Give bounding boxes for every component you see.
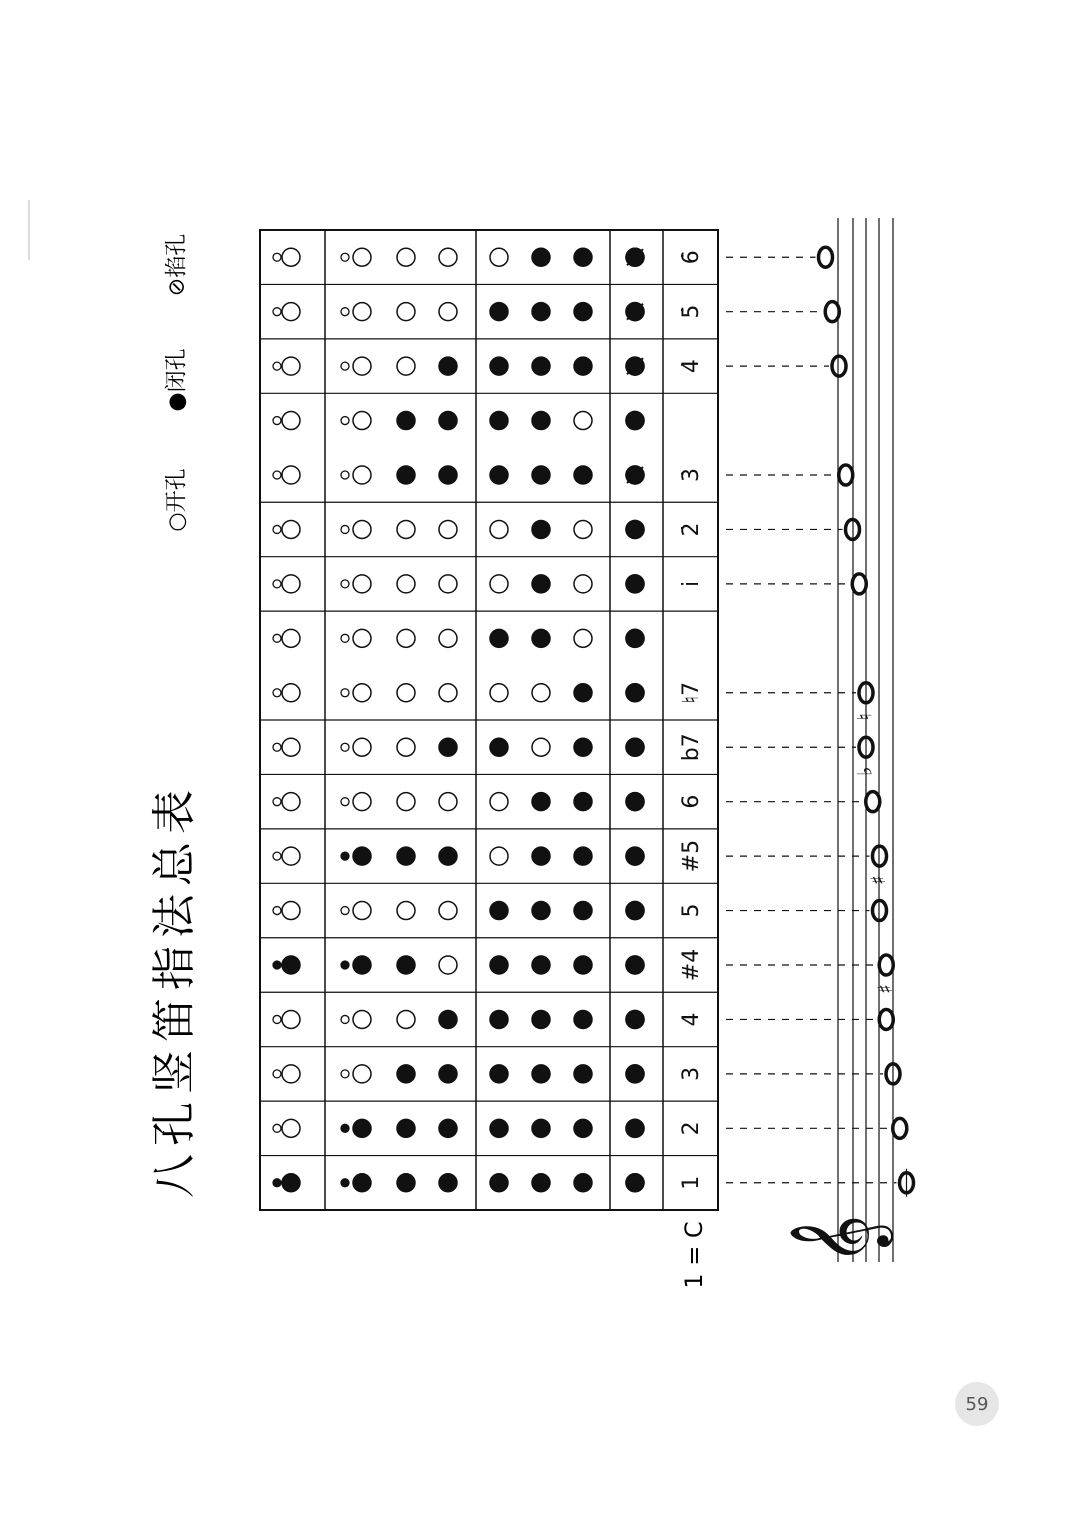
thumb-small-hole-icon [273,417,281,425]
small-hole-icon [341,253,349,261]
open-hole-icon [353,902,371,920]
closed-hole-icon [574,1174,592,1192]
closed-hole-icon [626,466,644,484]
closed-hole-icon [626,575,644,593]
closed-hole-icon [626,1010,644,1028]
closed-hole-icon [490,629,508,647]
thumb-small-hole-icon [273,1179,281,1187]
open-hole-icon [439,629,457,647]
closed-hole-icon [574,738,592,756]
closed-hole-icon [397,956,415,974]
closed-hole-icon [532,847,550,865]
open-hole-icon [397,902,415,920]
closed-hole-icon [490,1010,508,1028]
open-hole-icon [282,902,300,920]
thumb-small-hole-icon [273,907,281,915]
small-hole-icon [341,961,349,969]
closed-hole-icon [397,1119,415,1137]
open-hole-icon [439,248,457,266]
open-hole-icon [397,793,415,811]
closed-hole-icon [626,1119,644,1137]
open-hole-icon [282,738,300,756]
small-hole-icon [341,580,349,588]
natural-icon: ♮ [852,713,877,721]
open-hole-icon [532,738,550,756]
closed-hole-icon [626,902,644,920]
thumb-small-hole-icon [273,689,281,697]
closed-hole-icon [574,902,592,920]
open-hole-icon [282,412,300,430]
open-hole-icon [282,466,300,484]
note-label: #5 [679,839,704,873]
page-title: 八孔竖笛指法总表 [149,782,200,1198]
closed-hole-icon [490,1119,508,1137]
thumb-small-hole-icon [273,1015,281,1023]
open-hole-icon [574,412,592,430]
closed-hole-icon [574,303,592,321]
open-hole-icon [397,520,415,538]
note-label: b7 [679,733,704,762]
closed-hole-icon [439,1010,457,1028]
flat-icon: ♭ [852,766,877,776]
open-hole-icon [353,357,371,375]
open-hole-icon [353,1010,371,1028]
closed-hole-icon [626,412,644,430]
closed-hole-icon [397,1174,415,1192]
whole-note-icon [852,574,866,594]
small-hole-icon [341,907,349,915]
closed-hole-icon [574,1065,592,1083]
closed-hole-icon [532,956,550,974]
open-hole-icon [574,575,592,593]
closed-hole-icon [490,1065,508,1083]
open-hole-icon [397,1010,415,1028]
open-hole-icon [439,520,457,538]
closed-hole-icon [490,956,508,974]
open-hole-icon [282,847,300,865]
closed-hole-icon [353,1174,371,1192]
closed-hole-icon [353,956,371,974]
small-hole-icon [341,852,349,860]
open-hole-icon [282,248,300,266]
sharp-icon: ♯ [872,984,897,994]
open-hole-icon [439,575,457,593]
open-hole-icon [439,956,457,974]
closed-hole-icon [574,1010,592,1028]
small-hole-icon [341,689,349,697]
whole-note-icon [866,792,880,812]
closed-hole-icon [532,793,550,811]
open-hole-icon [353,520,371,538]
open-hole-icon [353,575,371,593]
thumb-small-hole-icon [273,253,281,261]
note-label: 1 [679,1175,704,1190]
open-hole-icon [353,412,371,430]
open-hole-icon [397,629,415,647]
open-hole-icon [282,1010,300,1028]
open-hole-icon [397,575,415,593]
closed-hole-icon [626,956,644,974]
closed-hole-icon [532,466,550,484]
whole-note-icon [879,1009,893,1029]
closed-hole-icon [532,303,550,321]
open-hole-icon [353,629,371,647]
open-hole-icon [282,629,300,647]
small-hole-icon [341,525,349,533]
note-label: 4 [679,1012,704,1027]
closed-hole-icon [282,956,300,974]
thumb-small-hole-icon [273,961,281,969]
thumb-small-hole-icon [273,525,281,533]
closed-hole-icon [532,412,550,430]
closed-hole-icon [282,1174,300,1192]
legend-closed-label: 闭孔 [164,348,190,393]
small-hole-icon [341,417,349,425]
open-hole-icon [397,248,415,266]
small-hole-icon [341,1070,349,1078]
open-hole-icon [353,738,371,756]
closed-hole-icon [439,847,457,865]
closed-hole-icon [626,303,644,321]
note-label: i [679,580,704,587]
closed-hole-icon [532,1010,550,1028]
open-hole-icon [397,357,415,375]
note-label: 3̇ [679,468,704,482]
open-hole-icon [282,303,300,321]
closed-hole-icon [439,1174,457,1192]
open-hole-icon [353,684,371,702]
open-hole-icon [397,738,415,756]
note-label: 5̇ [679,304,704,319]
closed-hole-icon [490,902,508,920]
closed-hole-icon [574,357,592,375]
thumb-small-hole-icon [273,634,281,642]
closed-hole-icon [490,1174,508,1192]
open-hole-icon [353,1065,371,1083]
small-hole-icon [341,1015,349,1023]
closed-hole-icon [397,847,415,865]
open-hole-icon [490,520,508,538]
open-hole-icon [439,303,457,321]
closed-hole-icon [532,1065,550,1083]
small-hole-icon [341,1179,349,1187]
thumb-small-hole-icon [273,308,281,316]
thumb-small-hole-icon [273,743,281,751]
closed-hole-icon [574,956,592,974]
closed-hole-icon [490,412,508,430]
legend-half-label: 掐孔 [164,233,190,278]
note-label: 3 [679,1066,704,1081]
open-hole-icon [490,248,508,266]
whole-note-icon [893,1118,907,1138]
closed-hole-icon [574,793,592,811]
closed-hole-icon [353,847,371,865]
closed-hole-icon [532,575,550,593]
small-hole-icon [341,471,349,479]
closed-hole-icon [397,412,415,430]
small-hole-icon [341,308,349,316]
legend-open-symbol: ○ [164,512,190,532]
note-label: 6̇ [679,250,704,265]
closed-hole-icon [439,1119,457,1137]
small-hole-icon [341,798,349,806]
closed-hole-icon [490,466,508,484]
small-hole-icon [341,634,349,642]
closed-hole-icon [626,793,644,811]
open-hole-icon [397,684,415,702]
thumb-small-hole-icon [273,1124,281,1132]
closed-hole-icon [574,684,592,702]
thumb-small-hole-icon [273,852,281,860]
sharp-icon: ♯ [866,875,890,885]
note-label: 2 [679,1121,704,1136]
note-label: ♮7 [679,681,704,704]
small-hole-icon [341,743,349,751]
thumb-small-hole-icon [273,798,281,806]
closed-hole-icon [626,629,644,647]
closed-hole-icon [626,520,644,538]
open-hole-icon [574,520,592,538]
note-label: #4 [679,948,704,982]
key-signature: 1 = C [680,1221,708,1289]
closed-hole-icon [532,1119,550,1137]
closed-hole-icon [490,357,508,375]
open-hole-icon [532,684,550,702]
closed-hole-icon [532,520,550,538]
open-hole-icon [282,684,300,702]
closed-hole-icon [574,466,592,484]
open-hole-icon [353,793,371,811]
whole-note-icon [879,955,893,975]
closed-hole-icon [626,738,644,756]
thumb-small-hole-icon [273,362,281,370]
legend-half-symbol: ⊘ [164,277,190,297]
open-hole-icon [282,357,300,375]
open-hole-icon [282,1119,300,1137]
note-label: 5 [679,903,704,918]
closed-hole-icon [532,629,550,647]
treble-clef-icon: 𝄞 [789,1214,889,1266]
closed-hole-icon [439,738,457,756]
closed-hole-icon [353,1119,371,1137]
whole-note-icon [825,302,839,322]
closed-hole-icon [490,738,508,756]
open-hole-icon [490,793,508,811]
closed-hole-icon [626,1065,644,1083]
closed-hole-icon [439,357,457,375]
legend-closed-symbol: ● [164,392,190,412]
open-hole-icon [353,466,371,484]
open-hole-icon [397,303,415,321]
open-hole-icon [490,684,508,702]
page-number: 59 [955,1382,999,1426]
closed-hole-icon [439,412,457,430]
closed-hole-icon [532,902,550,920]
open-hole-icon [439,684,457,702]
note-label: 4̇ [679,359,704,374]
closed-hole-icon [439,466,457,484]
closed-hole-icon [439,1065,457,1083]
closed-hole-icon [397,466,415,484]
open-hole-icon [282,575,300,593]
thumb-small-hole-icon [273,1070,281,1078]
open-hole-icon [490,847,508,865]
closed-hole-icon [490,303,508,321]
open-hole-icon [353,248,371,266]
closed-hole-icon [532,357,550,375]
small-hole-icon [341,1124,349,1132]
whole-note-icon [819,247,833,267]
closed-hole-icon [626,248,644,266]
closed-hole-icon [532,248,550,266]
open-hole-icon [353,303,371,321]
closed-hole-icon [626,847,644,865]
closed-hole-icon [574,1119,592,1137]
closed-hole-icon [574,248,592,266]
closed-hole-icon [574,847,592,865]
open-hole-icon [439,793,457,811]
open-hole-icon [282,520,300,538]
thumb-small-hole-icon [273,471,281,479]
thumb-small-hole-icon [273,580,281,588]
whole-note-icon [839,465,853,485]
note-label: 2̇ [679,522,704,537]
closed-hole-icon [397,1065,415,1083]
open-hole-icon [282,793,300,811]
whole-note-icon [832,356,846,376]
open-hole-icon [282,1065,300,1083]
closed-hole-icon [626,1174,644,1192]
small-hole-icon [341,362,349,370]
open-hole-icon [439,902,457,920]
closed-hole-icon [626,357,644,375]
open-hole-icon [490,575,508,593]
legend-open-label: 开孔 [164,468,190,513]
open-hole-icon [574,629,592,647]
note-label: 6 [679,794,704,809]
closed-hole-icon [626,684,644,702]
closed-hole-icon [532,1174,550,1192]
